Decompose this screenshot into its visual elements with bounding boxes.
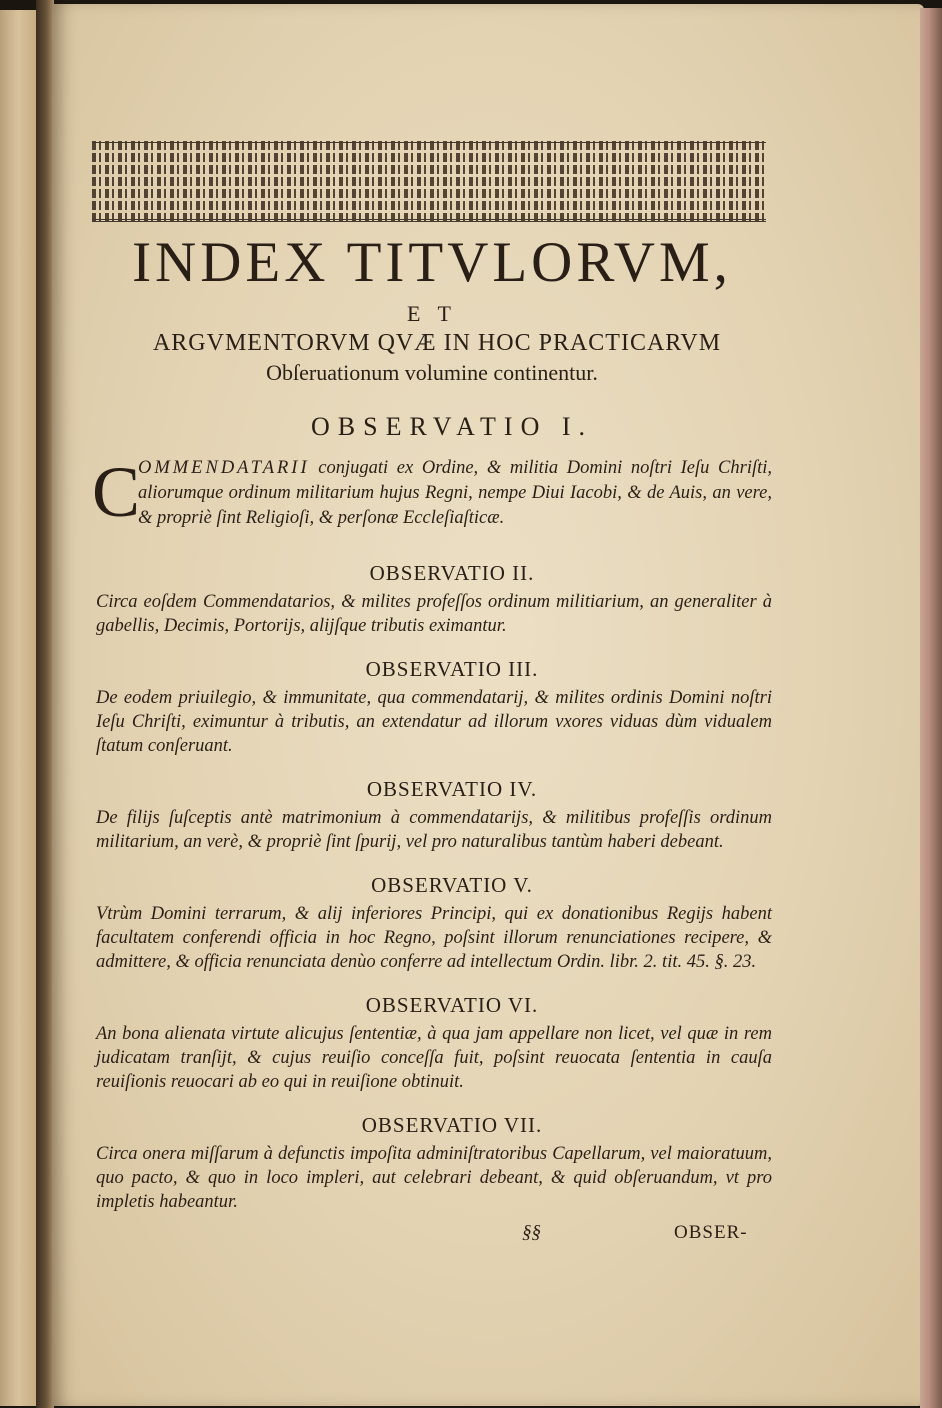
observation-text: Circa eoſdem Commendatarios, & milites profeſſos ordinum militiarium, an generaliter à gabellis, Decimis, Portorijs, alijſque tributis eximantur. — [96, 592, 772, 636]
observation-entry — [92, 452, 773, 542]
observation-heading: OBSERVATIO III. — [365, 657, 539, 681]
observation-text: De eodem priuilegio, & immunitate, qua commendatarij, & milites ordinis Domini noſtri Ieſu Chriſti, eximuntur à tributis, an extendatur ad illorum vxores viduas dùm vidualem ſtatum conſeruant. — [96, 688, 772, 756]
page-footer — [92, 1218, 772, 1248]
observation-text — [138, 456, 772, 531]
headpiece-ornament — [92, 140, 766, 222]
subtitle-et: E T — [407, 301, 457, 326]
observation-text: De filijs ſuſceptis antè matrimonium à commendatarijs, & militibus profeſſis ordinum militarium, an verè, & propriè ſint ſpurij, vel pro naturalibus tantùm haberi debeant. — [96, 808, 772, 852]
drop-cap-initial: C — [92, 452, 141, 532]
observation-heading: OBSERVATIO IV. — [366, 777, 538, 801]
observation-heading: OBSERVATIO I. — [310, 412, 593, 441]
observation-heading: OBSERVATIO V. — [371, 873, 533, 897]
text-block — [92, 140, 772, 1248]
previous-leaf-edge — [0, 10, 38, 1406]
subtitle-line-1: ARGVMENTORVM QVÆ IN HOC PRACTICARVM — [152, 330, 722, 356]
page-fore-edge — [920, 8, 942, 1408]
observation-text: An bona alienata virtute alicujus ſententiæ, à qua jam appellare non licet, vel quæ in rem judicatam tranſijt, & cujus reuiſio conceſſa fuit, poſsint reuocata ſententia in cauſa reuiſionis reuocari ab eo qui in reuiſione obtinuit. — [96, 1024, 772, 1092]
observation-heading: OBSERVATIO VII. — [361, 1113, 543, 1137]
catchword: OBSER- — [674, 1222, 748, 1243]
page-title: INDEX TITVLORVM, — [132, 231, 732, 294]
observation-heading: OBSERVATIO II. — [369, 561, 535, 585]
observation-body: conjugati ex Ordine, & militia Domini noſtri Ieſu Chriſti, aliorumque ordinum militarium hujus Regni, nempe Diui Iacobi, & de Auis, an vere, & propriè ſint Religioſi, & perſonæ Eccleſiaſticæ. — [138, 458, 773, 528]
observation-text: Circa onera miſſarum à defunctis impoſita adminiſtratoribus Capellarum, vel maioratuum, quo pacto, & quo in loco impleri, aut celebrari debeant, & quid obſeruandum, vt pro impletis habeantur. — [96, 1144, 772, 1212]
observation-heading: OBSERVATIO VI. — [365, 993, 539, 1017]
signature-mark: §§ — [522, 1222, 541, 1243]
observation-text: Vtrùm Domini terrarum, & alij inferiores Principi, qui ex donationibus Regijs habent facultatem conferendi officia in hoc Regno, poſsint illorum renunciationes recipere, & admittere, & officia renunciata denùo conferre ad intellectum Ordin. libr. 2. tit. 45. §. 23. — [96, 904, 772, 972]
lead-word: OMMENDATARII — [138, 458, 310, 478]
subtitle-line-2: Obſeruationum volumine continentur. — [266, 360, 598, 385]
